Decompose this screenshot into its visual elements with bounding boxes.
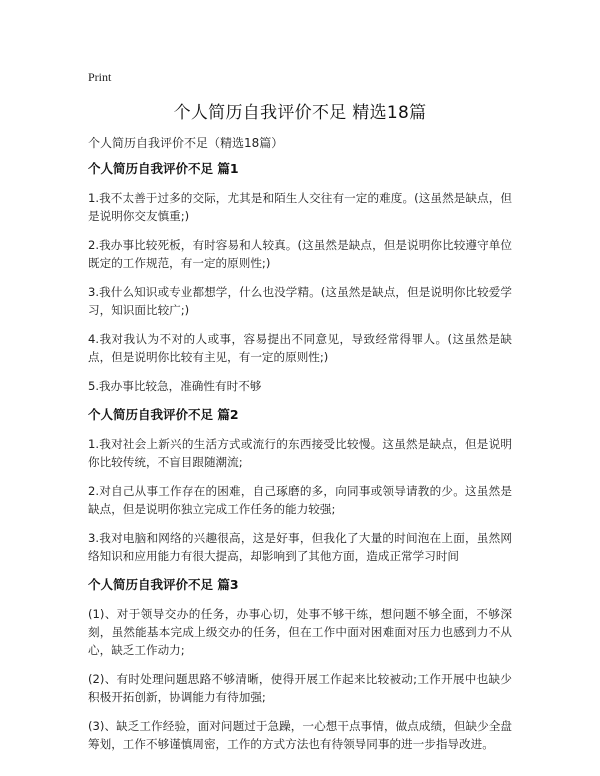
paragraph: 2.我办事比较死板，有时容易和人较真。(这虽然是缺点，但是说明你比较遵守单位既定的工作规范，有一定的原则性;) <box>88 238 512 270</box>
section-heading: 个人简历自我评价不足 篇1 <box>88 161 239 176</box>
section-1 <box>88 160 512 395</box>
paragraph: 5.我办事比较急，准确性有时不够 <box>88 379 262 393</box>
section-heading: 个人简历自我评价不足 篇2 <box>88 407 239 422</box>
paragraph: 1.我不太善于过多的交际，尤其是和陌生人交往有一定的难度。(这虽然是缺点，但是说明你交友慎重;) <box>88 191 512 223</box>
section-2 <box>88 406 512 565</box>
paragraph: 2.对自己从事工作存在的困难，自己琢磨的多，向同事或领导请教的少。这虽然是缺点，但是说明你独立完成工作任务的能力较强; <box>88 484 512 516</box>
print-link[interactable]: Print <box>88 70 112 84</box>
paragraph: 3.我什么知识或专业都想学，什么也没学精。(这虽然是缺点，但是说明你比较爱学习，知识面比较广;) <box>88 285 512 317</box>
page-subtitle: 个人简历自我评价不足（精选18篇） <box>88 136 284 150</box>
paragraph: 3.我对电脑和网络的兴趣很高，这是好事，但我化了大量的时间泡在上面，虽然网络知识和应用能力有很大提高，却影响到了其他方面，造成正常学习时间 <box>88 531 512 563</box>
page-title: 个人简历自我评价不足 精选18篇 <box>173 103 427 123</box>
paragraph: (3)、缺乏工作经验，面对问题过于急躁，一心想干点事情，做点成绩，但缺少全盘筹划，工作不够谨慎周密，工作的方式方法也有待领导同事的进一步指导改进。 <box>88 719 512 751</box>
paragraph: (1)、对于领导交办的任务，办事心切，处事不够干练，想问题不够全面，不够深刻，虽然能基本完成上级交办的任务，但在工作中面对困难面对压力也感到力不从心，缺乏工作动力; <box>88 607 512 657</box>
paragraph: 1.我对社会上新兴的生活方式或流行的东西接受比较慢。这虽然是缺点，但是说明你比较传统，不盲目跟随潮流; <box>88 437 512 469</box>
article-content <box>88 160 512 764</box>
paragraph: (2)、有时处理问题思路不够清晰，使得开展工作起来比较被动;工作开展中也缺少积极开拓创新，协调能力有待加强; <box>88 672 512 704</box>
section-heading: 个人简历自我评价不足 篇3 <box>88 577 239 592</box>
paragraph: 4.我对我认为不对的人或事，容易提出不同意见，导致经常得罪人。(这虽然是缺点，但是说明你比较有主见，有一定的原则性;) <box>88 332 512 364</box>
section-3 <box>88 576 512 753</box>
